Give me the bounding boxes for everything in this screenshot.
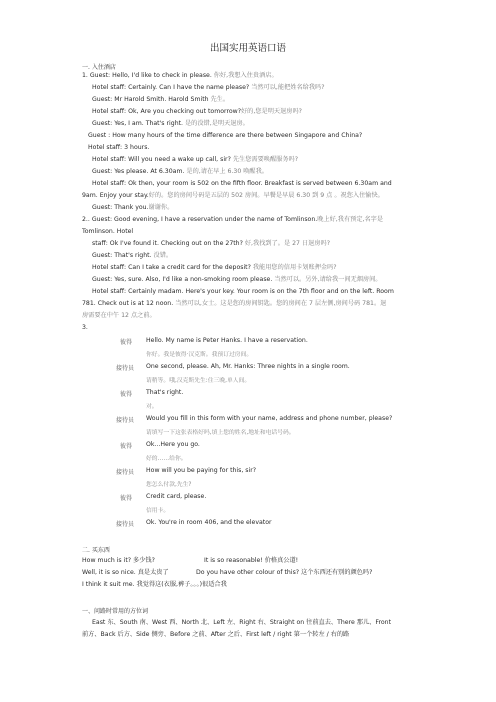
text-line: Hotel staff: Certainly. Can I have the name please? 当然可以,能把姓名给我吗? xyxy=(92,84,325,91)
text-line: It is so reasonable! 价格真公道! xyxy=(204,557,299,564)
dialogue-chinese: 信用卡。 xyxy=(146,508,170,514)
text-line: Guest: Yes please. At 6.30am. 是的,请在早上 6.30 唤醒我。 xyxy=(92,168,268,175)
dialogue-english: Hello. My name is Peter Hanks. I have a reservation. xyxy=(146,337,308,344)
dialogue-english: How will you be paying for this, sir? xyxy=(146,467,257,474)
dialogue-speaker: 接待员 xyxy=(116,469,135,476)
dialogue-english: Ok...Here you go. xyxy=(146,441,200,448)
text-line: 前方、Back 后方、Side 侧旁、Before 之前、After 之后、First left / right 第一个转左 / 右的路 xyxy=(82,631,350,638)
text-line: Hotel staff: 3 hours. xyxy=(88,144,150,151)
dialogue-speaker: 彼得 xyxy=(120,339,133,346)
text-line: Guest: Mr Harold Smith. Harold Smith 先生。 xyxy=(92,96,230,103)
text-line: Tomlinson. Hotel xyxy=(82,228,134,235)
dialogue-english: Credit card, please. xyxy=(146,493,207,500)
dialogue-speaker: 彼得 xyxy=(120,495,133,502)
text-line: Guest: That's right. 没错。 xyxy=(92,252,173,259)
text-line: Do you have other colour of this? 这个东西还有别的颜色吗? xyxy=(196,569,373,576)
section-heading-shopping: 二. 买东西 xyxy=(82,547,110,554)
dialogue-chinese: 您怎么付款,先生? xyxy=(146,482,192,488)
dialogue-speaker: 彼得 xyxy=(120,391,133,398)
dialogue-english: That's right. xyxy=(146,389,184,396)
text-line: I think it suit me. 我觉得这(衣服,裤子。。。)很适合我 xyxy=(82,581,227,588)
text-line: staff: Ok I've found it. Checking out on the 27th? 好,我找到了。是 27 日退房吗? xyxy=(92,240,330,247)
dialogue-chinese: 好的……给你。 xyxy=(146,456,187,462)
text-line: Hotel staff: Will you need a wake up call, sir? 先生您需要唤醒服务吗? xyxy=(92,156,299,163)
dialogue-english: Would you fill in this form with your name, address and phone number, please? xyxy=(146,415,393,422)
text-line: 1. Guest: Hello, I'd like to check in please. 你好,我想入住贵酒店。 xyxy=(82,72,278,79)
text-line: Well, it is so nice. 真是太贵了 xyxy=(82,569,169,576)
page-title: 出国实用英语口语 xyxy=(209,43,286,54)
dialogue-english: One second, please. Ah, Mr. Hanks: Three nights in a single room. xyxy=(146,363,350,370)
section-heading-hotel: 一. 入住酒店 xyxy=(82,64,116,71)
text-line: East 东、South 南、West 西、North 北、Left 左、Right 右、Straight on 往前直去、There 那儿、Front xyxy=(92,619,391,626)
text-line: Guest: Yes, I am. That's right. 是的没错,是明天退房。 xyxy=(92,120,249,127)
section-heading-directions: 一、问路时常用的方位词 xyxy=(82,608,149,615)
text-line: How much is it? 多少钱? xyxy=(82,557,155,564)
text-line: Guest: Yes, sure. Also, I'd like a non-smoking room please. 当然可以。另外,请给我一间无烟房间。 xyxy=(92,276,382,283)
text-line: Hotel staff: Ok then, your room is 502 on the fifth floor. Breakfast is served between 6.30am and xyxy=(92,180,392,187)
dialogue-english: Ok. You're in room 406, and the elevator xyxy=(146,519,272,526)
dialogue-chinese: 对。 xyxy=(146,404,158,410)
text-line: Hotel staff: Can I take a credit card for the deposit? 我能用您的信用卡划账押金吗? xyxy=(92,264,337,271)
text-line: 9am. Enjoy your stay.好的。您的房间号码是五层的 502 房间。早餐是早晨 6.30 到 9 点 。祝您入住愉快。 xyxy=(82,192,384,199)
text-line: 3. xyxy=(82,324,88,331)
text-line: Guest : How many hours of the time difference are there between Singapore and China? xyxy=(88,132,363,139)
text-line: 房需要在中午 12 点之前。 xyxy=(82,312,156,319)
dialogue-chinese: 请填写一下这张表格好吗,填上您的姓名,地址和电话号码。 xyxy=(146,430,295,436)
dialogue-chinese: 请稍等。哦,汉克斯先生:住三晚,单人间。 xyxy=(146,378,251,384)
text-line: 2.. Guest: Good evening, I have a reservation under the name of Tomlinson.晚上好,我有预定,名字是 xyxy=(82,216,384,223)
dialogue-speaker: 接待员 xyxy=(116,521,135,528)
text-line: Guest: Thank you.谢谢你。 xyxy=(92,204,174,211)
dialogue-speaker: 接待员 xyxy=(116,417,135,424)
text-line: Hotel staff: Certainly madam. Here's your key. Your room is on the 7th floor and on the left. Room xyxy=(92,288,394,295)
dialogue-chinese: 你好。我是彼得·汉克斯。我预订过房间。 xyxy=(146,352,253,358)
dialogue-speaker: 彼得 xyxy=(120,443,133,450)
text-line: Hotel staff: Ok, Are you checking out tomorrow?好的,您是明天退房吗? xyxy=(92,108,302,115)
text-line: 781. Check out is at 12 noon. 当然可以,女士。这是您的房间钥匙。您的房间在 7 层左侧,房间号码 781。退 xyxy=(82,300,387,307)
dialogue-speaker: 接待员 xyxy=(116,365,135,372)
